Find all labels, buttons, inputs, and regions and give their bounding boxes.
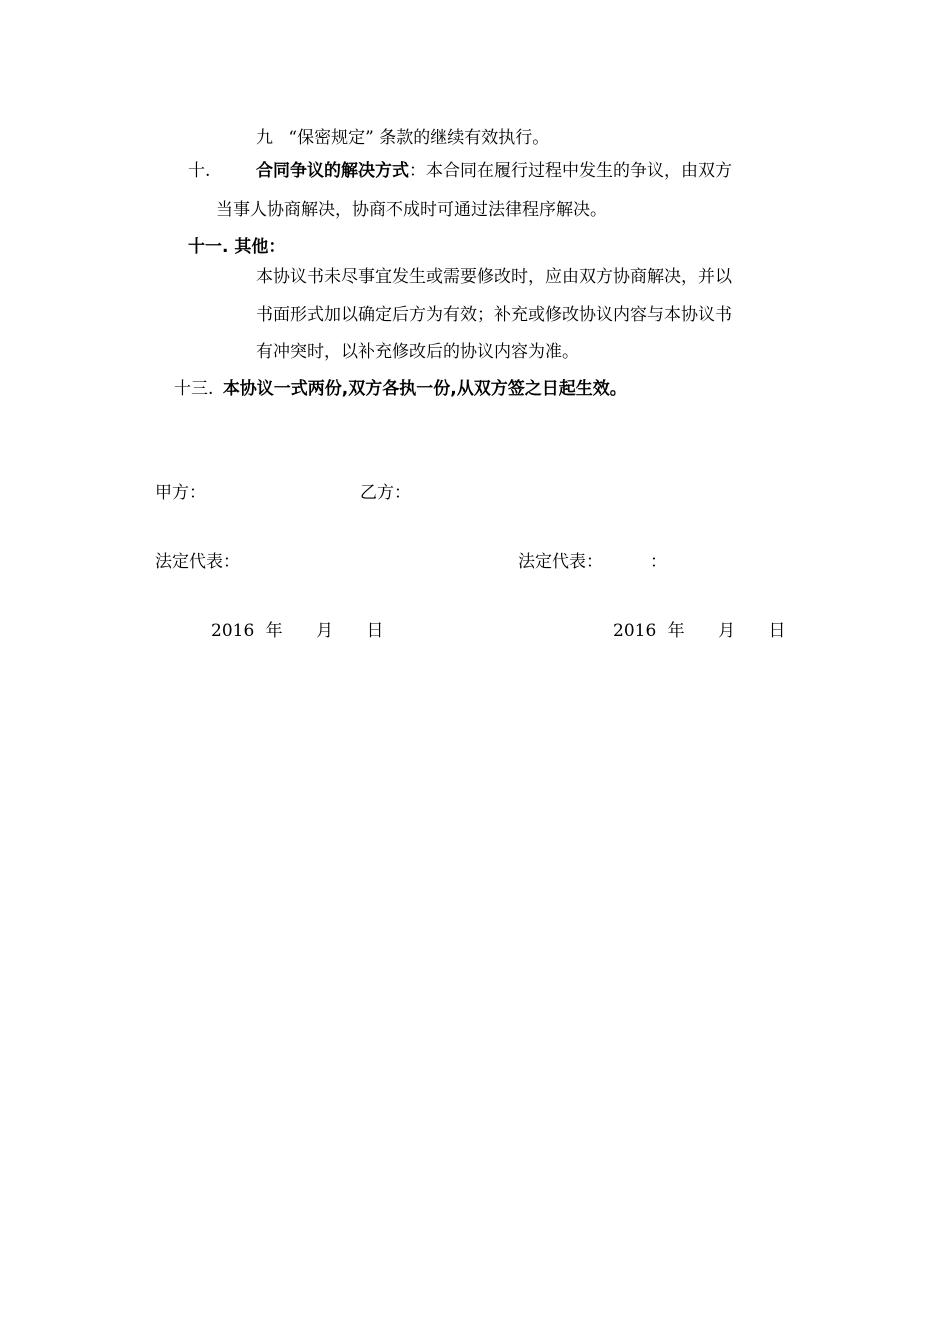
clause-9 (256, 127, 549, 149)
clause-10-line-2: 当事人协商解决，协商不成时可通过法律程序解决。 (216, 200, 607, 220)
clause-10-heading: 合同争议的解决方式 (256, 161, 409, 181)
clause-11-line-1: 本协议书未尽事宜发生或需要修改时，应由双方协商解决，并以 (256, 267, 732, 287)
date-b-day-unit: 日 (768, 621, 786, 641)
date-b (613, 620, 785, 642)
clause-13 (174, 378, 627, 400)
date-a-year: 2016 (211, 621, 255, 641)
date-b-year: 2016 (613, 621, 657, 641)
date-b-month-unit: 月 (718, 621, 736, 641)
clause-10-line-1 (256, 160, 732, 182)
date-a-day-unit: 日 (366, 621, 384, 641)
clause-11-heading: 十一. 其他： (188, 237, 286, 257)
date-a-month-unit: 月 (316, 621, 334, 641)
clause-10-number: 十. (188, 161, 211, 181)
party-b-label: 乙方： (360, 483, 411, 503)
rep-b-label: 法定代表： (518, 552, 603, 572)
clause-9-number: 九 (256, 128, 273, 148)
clause-11-line-3: 有冲突时，以补充修改后的协议内容为准。 (256, 342, 579, 362)
clause-11-line-2: 书面形式加以确定后方为有效；补充或修改协议内容与本协议书 (256, 305, 732, 325)
clause-13-text: 本协议一式两份,双方各执一份,从双方签之日起生效。 (222, 379, 627, 399)
rep-b-colon: ： (650, 552, 667, 572)
clause-9-text: “保密规定” 条款的继续有效执行。 (288, 128, 550, 148)
party-a-label: 甲方： (155, 483, 206, 503)
date-a-year-unit: 年 (265, 621, 283, 641)
clause-13-number: 十三. (174, 379, 214, 399)
clause-10-line-1-text: ：本合同在履行过程中发生的争议，由双方 (409, 161, 732, 181)
rep-a-label: 法定代表： (155, 552, 240, 572)
date-b-year-unit: 年 (667, 621, 685, 641)
date-a (211, 620, 383, 642)
